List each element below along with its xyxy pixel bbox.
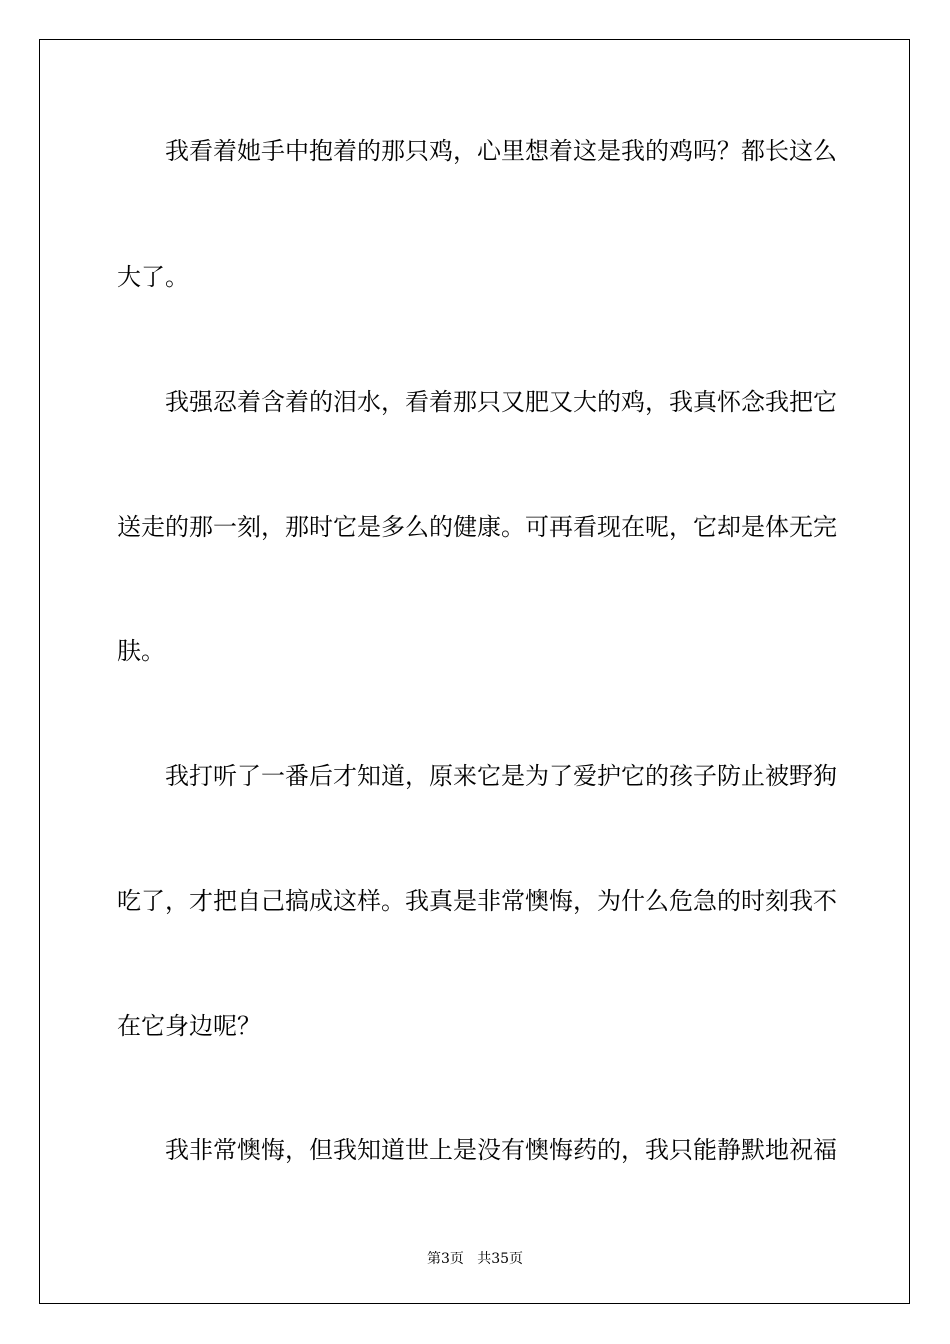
paragraph-line: 在它身边呢？	[117, 1012, 261, 1040]
paragraph-line: 我打听了一番后才知道，原来它是为了爱护它的孩子防止被野狗	[165, 762, 837, 790]
paragraph-line: 我看着她手中抱着的那只鸡，心里想着这是我的鸡吗？都长这么	[165, 137, 837, 165]
paragraph-line: 肤。	[117, 637, 165, 665]
paragraph-line: 我强忍着含着的泪水，看着那只又肥又大的鸡，我真怀念我把它	[165, 388, 837, 416]
paragraph-line: 大了。	[117, 263, 189, 291]
paragraph-line: 我非常懊悔，但我知道世上是没有懊悔药的，我只能静默地祝福	[165, 1136, 837, 1164]
page-number-footer: 第3页 共35页	[426, 1251, 524, 1267]
paragraph-line: 吃了，才把自己搞成这样。我真是非常懊悔，为什么危急的时刻我不	[117, 887, 837, 915]
paragraph-line: 送走的那一刻，那时它是多么的健康。可再看现在呢，它却是体无完	[117, 513, 837, 541]
page-border	[39, 39, 910, 1304]
